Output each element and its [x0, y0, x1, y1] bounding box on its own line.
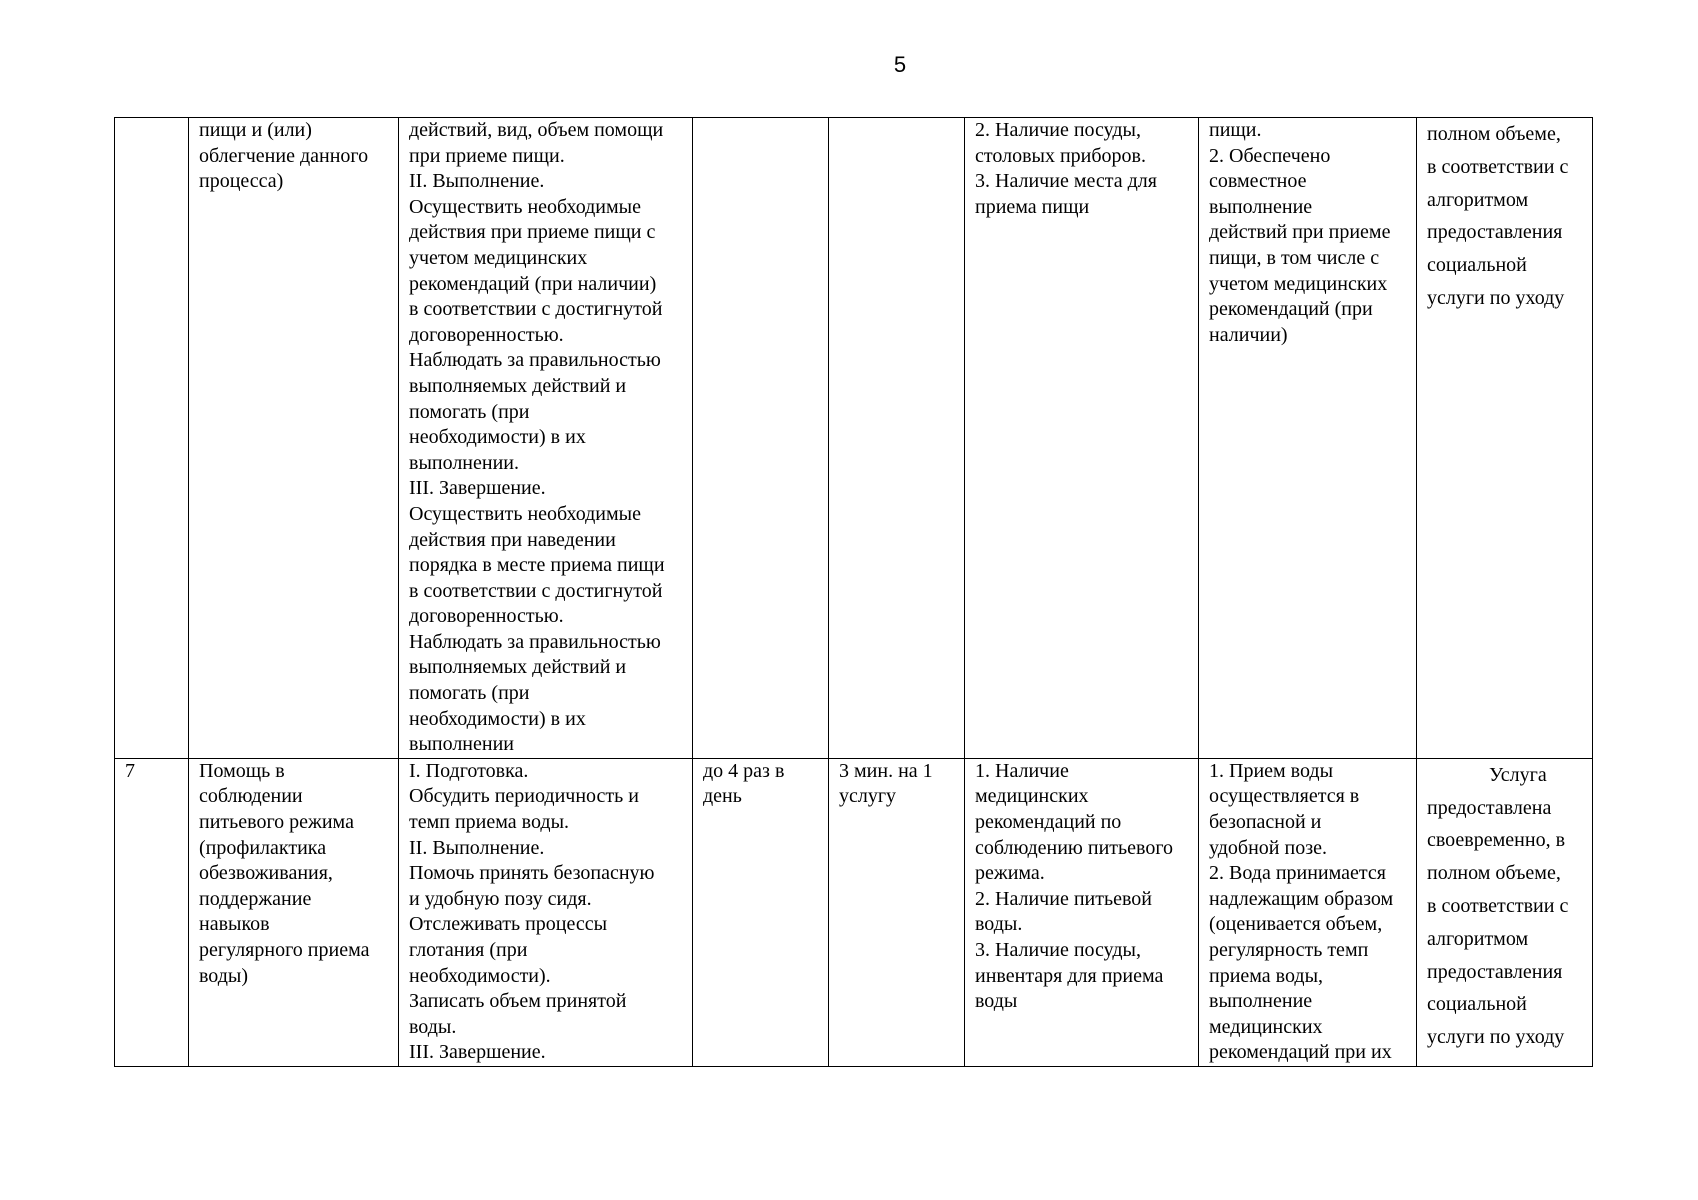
table-row	[115, 758, 1593, 1066]
row-number-cell	[115, 118, 189, 759]
conditions-cell: 2. Наличие посуды, столовых приборов. 3. Наличие места для приема пищи	[965, 118, 1199, 759]
duration-cell	[829, 118, 965, 759]
status-cell	[1417, 758, 1593, 1066]
frequency-cell	[693, 118, 829, 759]
page-number: 5	[893, 52, 907, 77]
table-row	[115, 118, 1593, 759]
service-name-cell: Помощь в соблюдении питьевого режима (профилактика обезвоживания, поддержание навыков регулярного приема воды)	[189, 758, 399, 1066]
status-first-line: Услуга	[1489, 763, 1547, 786]
status-text: полном объеме, в соответствии с алгоритмом предоставления социальной услуги по уходу	[1427, 123, 1569, 309]
results-cell: 1. Прием воды осуществляется в безопасной и удобной позе. 2. Вода принимается надлежащим образом (оценивается объем, регулярность темп приема воды, выполнение медицинских рекомендаций при их	[1199, 758, 1417, 1066]
frequency-cell: до 4 раз в день	[693, 758, 829, 1066]
status-text: предоставлена своевременно, в полном объеме, в соответствии с алгоритмом предоставления социальной услуги по уходу	[1427, 796, 1569, 1049]
service-name-cell: пищи и (или) облегчение данного процесса)	[189, 118, 399, 759]
results-cell: пищи. 2. Обеспечено совместное выполнение действий при приеме пищи, в том числе с учетом медицинских рекомендаций (при наличии)	[1199, 118, 1417, 759]
conditions-cell: 1. Наличие медицинских рекомендаций по соблюдению питьевого режима. 2. Наличие питьевой воды. 3. Наличие посуды, инвентаря для приема воды	[965, 758, 1199, 1066]
procedure-cell: I. Подготовка. Обсудить периодичность и темп приема воды. II. Выполнение. Помочь принять безопасную и удобную позу сидя. Отслеживать процессы глотания (при необходимости). Записать объем принятой воды. III. Завершение.	[399, 758, 693, 1066]
row-number-cell: 7	[115, 758, 189, 1066]
status-cell	[1417, 118, 1593, 759]
service-table	[114, 117, 1593, 1067]
duration-cell: 3 мин. на 1 услугу	[829, 758, 965, 1066]
procedure-cell: действий, вид, объем помощи при приеме пищи. II. Выполнение. Осуществить необходимые действия при приеме пищи с учетом медицинских рекомендаций (при наличии) в соответствии с достигнутой договоренностью. Наблюдать за правильностью выполняемых действий и помогать (при необходимости) в их выполнении. III. Завершение. Осуществить необходимые действия при наведении порядка в месте приема пищи в соответствии с достигнутой договоренностью. Наблюдать за правильностью выполняемых действий и помогать (при необходимости) в их выполнении	[399, 118, 693, 759]
